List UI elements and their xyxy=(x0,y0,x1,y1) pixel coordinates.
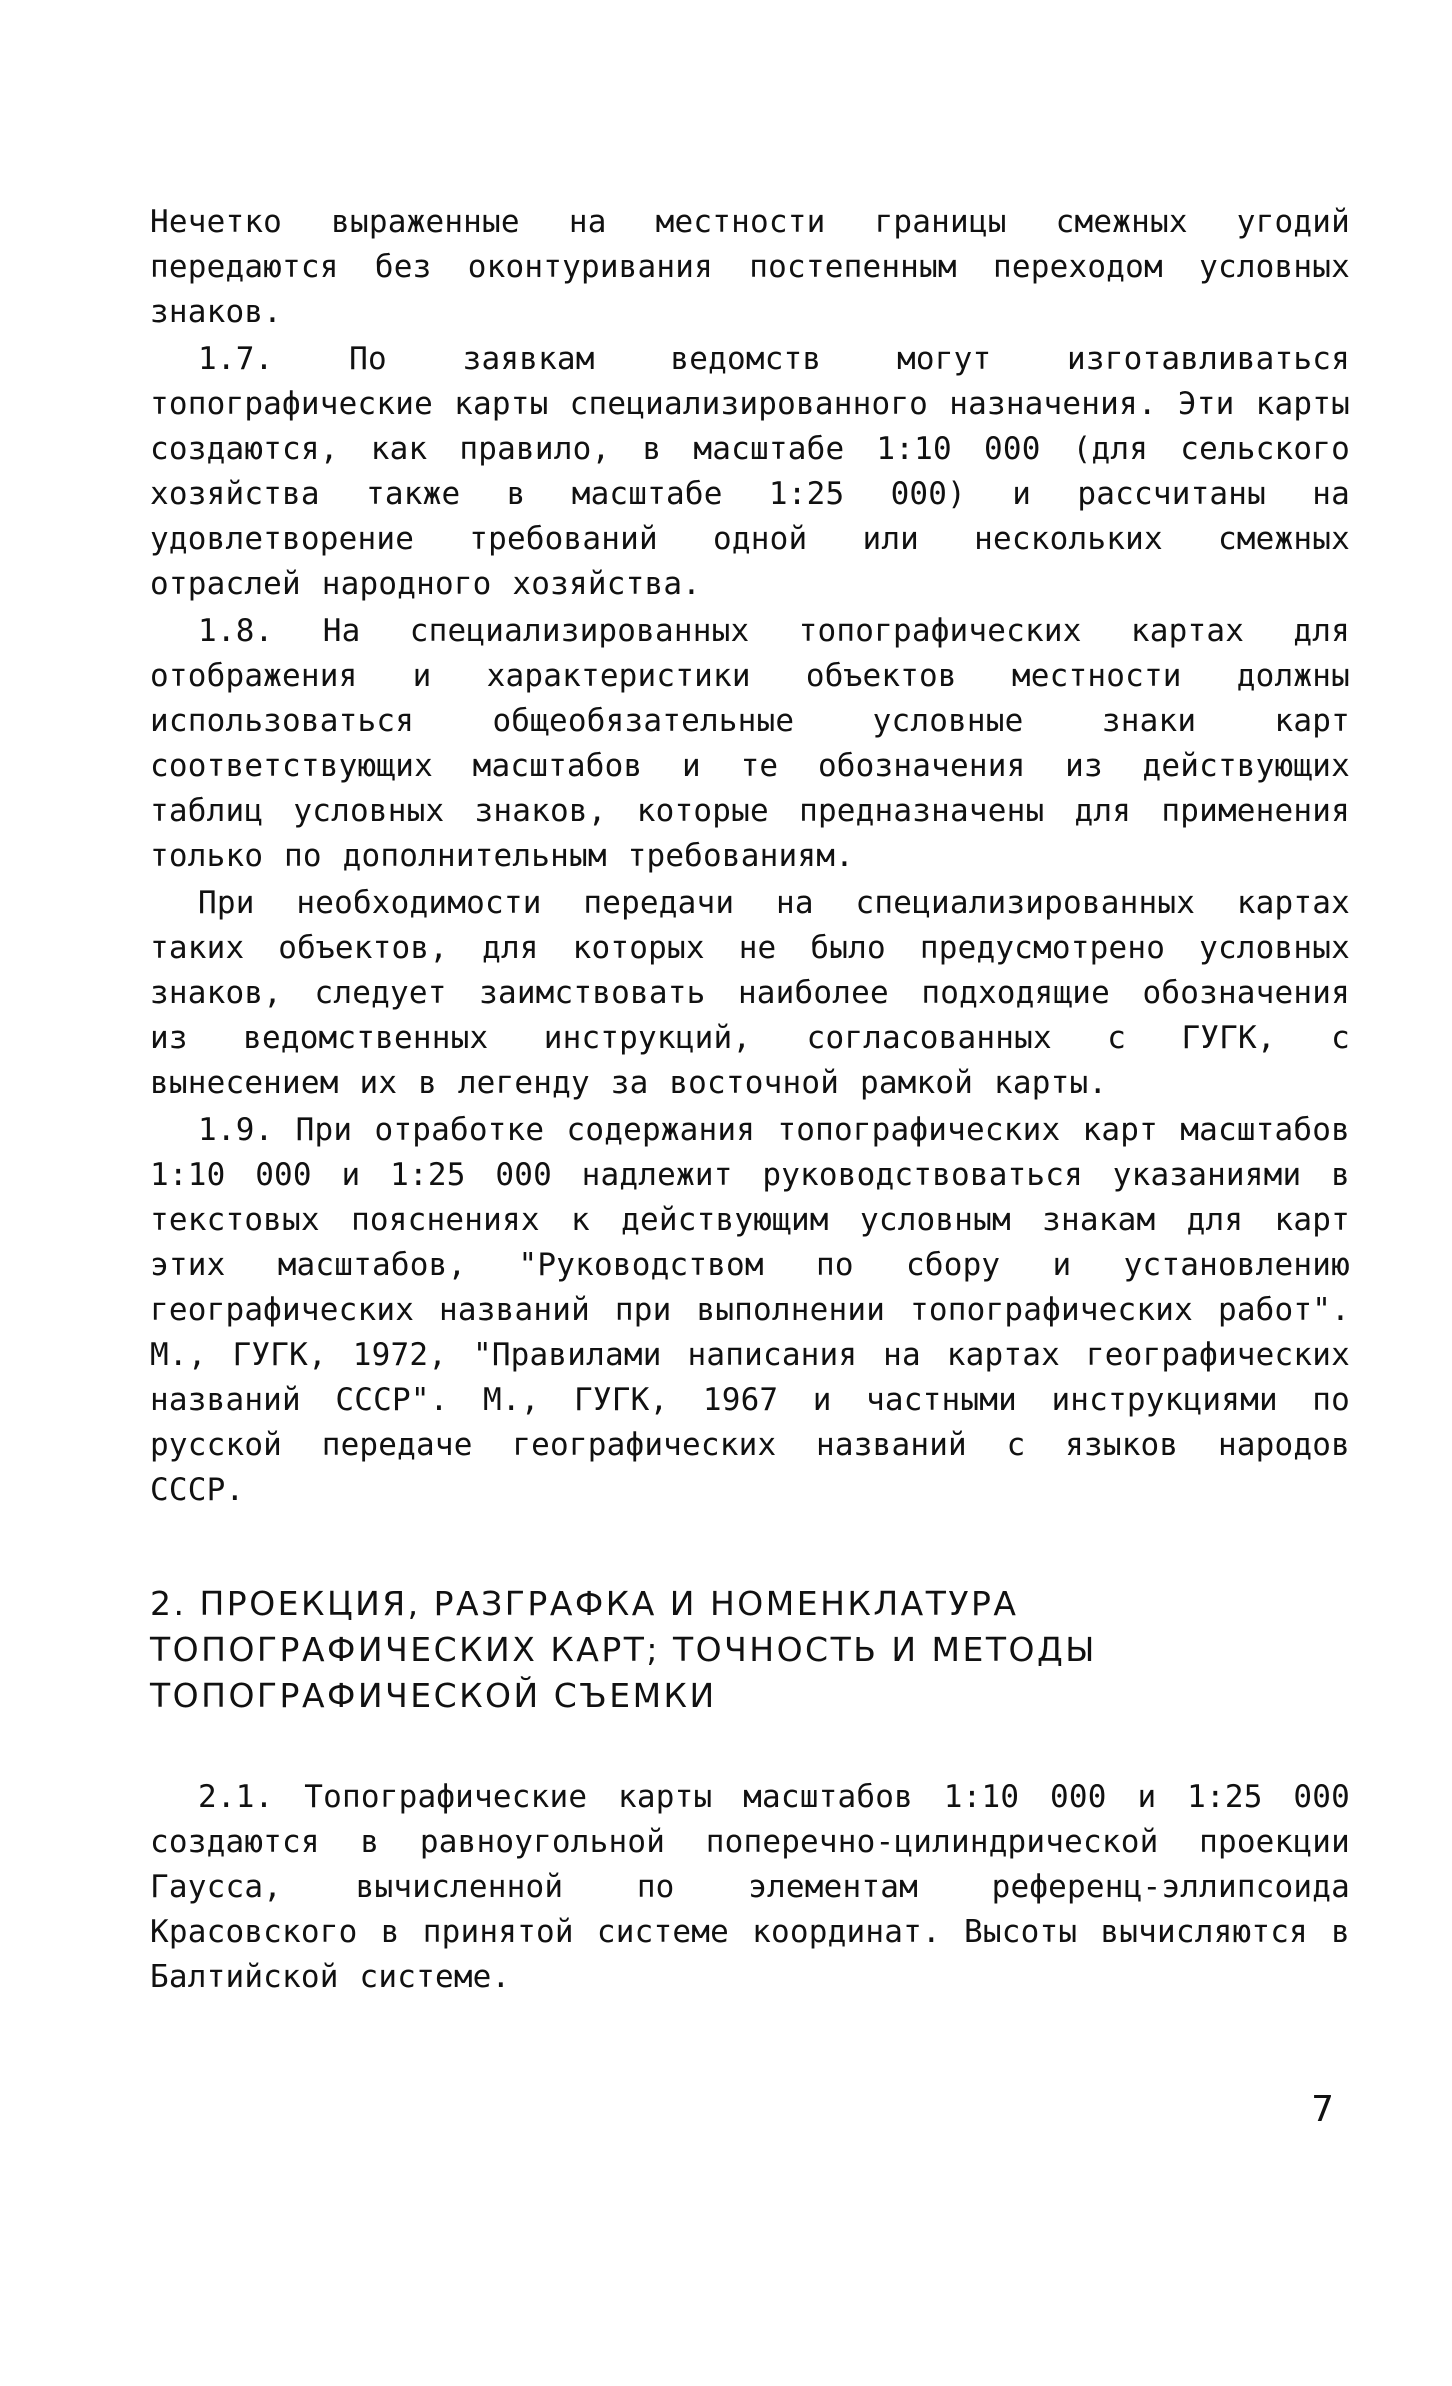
paragraph-intro: Нечетко выраженные на местности границы смежных угодий передаются без оконтуривания постепенным переходом условных знаков. xyxy=(150,204,1350,330)
section-heading: 2. ПРОЕКЦИЯ, РАЗГРАФКА И НОМЕНКЛАТУРА ТОПОГРАФИЧЕСКИХ КАРТ; ТОЧНОСТЬ И МЕТОДЫ ТОПОГРАФИЧЕСКОЙ СЪЕМКИ xyxy=(150,1584,1097,1715)
page-number: 7 xyxy=(1311,2089,1334,2130)
paragraph-1-8: 1.8. На специализированных топографических картах для отображения и характеристики объектов местности должны использоваться общеобязательные условные знаки карт соответствующих масштабов и те обозначения из действующих таблиц условных знаков, которые предназначены для применения только по дополнительным требованиям. xyxy=(150,613,1350,874)
document-page xyxy=(150,200,1350,2000)
paragraph-1-9: 1.9. При отработке содержания топографических карт масштабов 1:10 000 и 1:25 000 надлежит руководствоваться указаниями в текстовых пояснениях к действующим условным знакам для карт этих масштабов, "Руководством по сбору и установлению географических названий при выполнении топографических работ". М., ГУГК, 1972, "Правилами написания на картах географических названий СССР". М., ГУГК, 1967 и частными инструкциями по русской передаче географических названий с языков народов СССР. xyxy=(150,1112,1350,1508)
paragraph-2-1: 2.1. Топографические карты масштабов 1:10 000 и 1:25 000 создаются в равноугольной поперечно-цилиндрической проекции Гаусса, вычисленной по элементам референц-эллипсоида Красовского в принятой системе координат. Высоты вычисляются в Балтийской системе. xyxy=(150,1779,1350,1995)
paragraph-1-8-continued: При необходимости передачи на специализированных картах таких объектов, для которых не было предусмотрено условных знаков, следует заимствовать наиболее подходящие обозначения из ведомственных инструкций, согласованных с ГУГК, с вынесением их в легенду за восточной рамкой карты. xyxy=(150,885,1350,1101)
paragraph-1-7: 1.7. По заявкам ведомств могут изготавливаться топографические карты специализированного назначения. Эти карты создаются, как правило, в масштабе 1:10 000 (для сельского хозяйства также в масштабе 1:25 000) и рассчитаны на удовлетворение требований одной или нескольких смежных отраслей народного хозяйства. xyxy=(150,341,1350,602)
